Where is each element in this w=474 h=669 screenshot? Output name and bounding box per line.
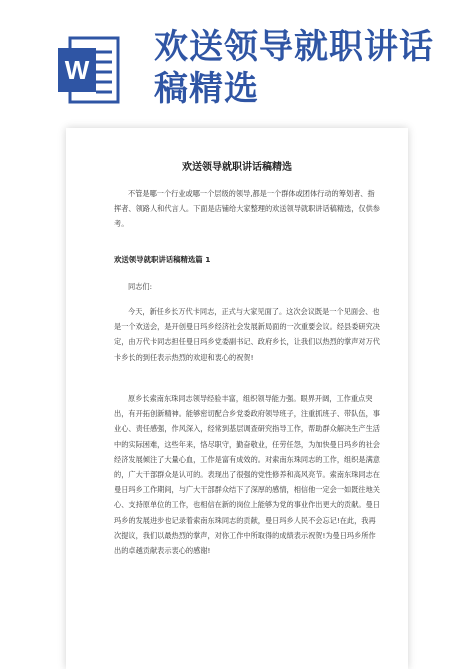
salutation: 同志们: xyxy=(128,282,152,291)
document-title: 欢送领导就职讲话稿精选 xyxy=(182,162,292,173)
body-paragraph-2: 原乡长索南东珠同志领导经验丰富，组织领导能力强。眼界开阔，工作重点突出，有开拓创新精神。能够密切配合乡党委政府领导班子，注重抓班子、带队伍，事业心、责任感强，作风深入，经常到基层调查研究指导工作，帮助群众解决生产生活中的实际困难，这些年来，恪尽职守，勤奋敬业，任劳任怨，为加快曼日玛乡的社会经济发展倾注了大量心血，工作是富有成效的。对索南东珠同志的工作，组织是满意的，广大干部群众是认可的。表现出了很强的党性修养和高风亮节。索南东珠同志在曼日玛乡工作期间，与广大干部群众结下了深厚的感情，相信他一定会一如既往地关心、支持原单位的工作，也相信在新的岗位上能够为党的事业作出更大的贡献。曼日玛乡的发展进步也记录着索南东珠同志的贡献，曼日玛乡人民不会忘记!在此，我再次提议，我们以最热烈的掌声，对你工作中所取得的成绩表示祝贺!为曼日玛乡所作出的卓越贡献表示衷心的感谢! xyxy=(114,394,380,556)
document-page xyxy=(66,128,408,669)
body-paragraph-1: 今天，新任乡长万代卡同志，正式与大家见面了。这次会议既是一个见面会、也是一个欢送会，是开创曼日玛乡经济社会发展新局面的一次重要会议。经县委研究决定，由万代卡同志担任曼日玛乡党委副书记、政府乡长，让我们以热烈的掌声对万代卡乡长的到任表示热烈的欢迎和衷心的祝贺! xyxy=(114,307,380,362)
banner-title-line1: 欢送领导就职讲话 xyxy=(154,27,434,67)
banner xyxy=(0,0,474,120)
banner-title xyxy=(154,26,454,110)
intro-paragraph: 不管是哪一个行业或哪一个层级的领导,都是一个群体或团体行动的筹划者、指挥者、领路人和代言人。下面是店铺给大家整理的欢送领导就职讲话稿精选，仅供参考。 xyxy=(114,189,380,229)
word-icon-letter: W xyxy=(64,55,90,85)
word-document-icon xyxy=(56,34,122,106)
banner-title-line2: 稿精选 xyxy=(154,69,259,109)
section-heading: 欢送领导就职讲话稿精选篇 1 xyxy=(114,255,211,264)
